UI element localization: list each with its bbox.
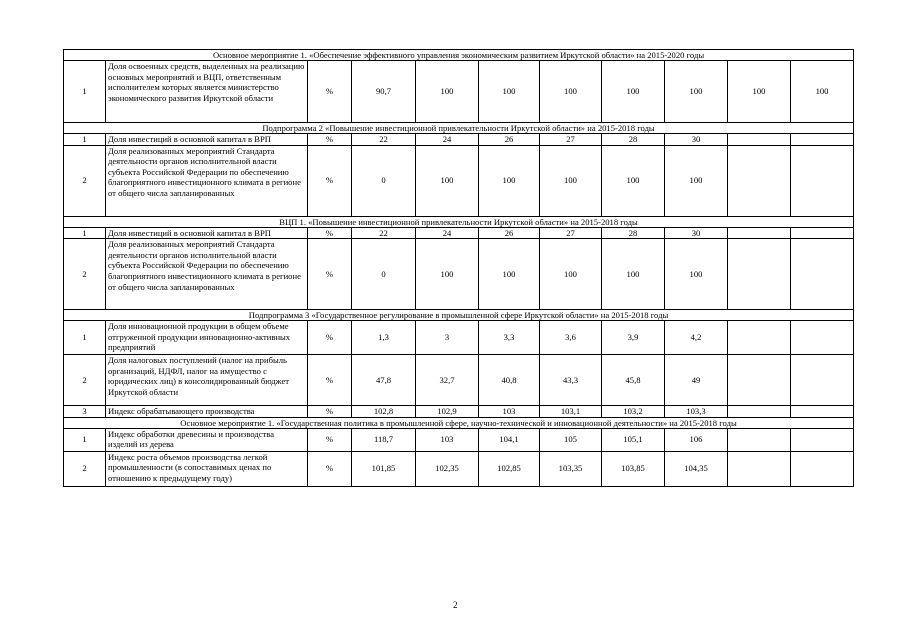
- row-number: 1: [64, 227, 106, 239]
- value-cell: 106: [665, 428, 728, 451]
- table-row: [64, 227, 854, 239]
- section-row: [64, 310, 854, 321]
- value-cell: [728, 227, 791, 239]
- row-number: 2: [64, 239, 106, 310]
- value-cell: [791, 321, 854, 355]
- value-cell: 40,8: [479, 355, 540, 406]
- unit-cell: %: [308, 406, 352, 418]
- value-cell: 1,3: [352, 321, 416, 355]
- unit-cell: %: [308, 451, 352, 486]
- value-cell: 100: [479, 239, 540, 310]
- value-cell: 102,8: [352, 406, 416, 418]
- indicators-table: [63, 49, 854, 487]
- value-cell: 102,85: [479, 451, 540, 486]
- value-cell: 24: [416, 134, 479, 146]
- value-cell: 100: [479, 145, 540, 216]
- value-cell: 30: [665, 227, 728, 239]
- section-row: [64, 50, 854, 61]
- value-cell: 102,9: [416, 406, 479, 418]
- table-row: [64, 321, 854, 355]
- value-cell: [728, 355, 791, 406]
- row-number: 1: [64, 61, 106, 123]
- row-number: 3: [64, 406, 106, 418]
- section-row: [64, 417, 854, 428]
- section-title: Основное мероприятие 1. «Государственная политика в промышленной сфере, научно-технической и инновационной деятельности» на 2015-2018 годы: [64, 417, 854, 428]
- row-number: 2: [64, 145, 106, 216]
- value-cell: [728, 239, 791, 310]
- value-cell: 24: [416, 227, 479, 239]
- value-cell: 22: [352, 227, 416, 239]
- indicator-name: Индекс роста объемов производства легкой промышленности (в сопоставимых ценах по отношению к предыдущему году): [106, 451, 308, 486]
- unit-cell: %: [308, 145, 352, 216]
- value-cell: [791, 451, 854, 486]
- value-cell: [728, 145, 791, 216]
- value-cell: 3,9: [602, 321, 665, 355]
- value-cell: 3: [416, 321, 479, 355]
- unit-cell: %: [308, 428, 352, 451]
- value-cell: 100: [479, 61, 540, 123]
- indicator-name: Доля реализованных мероприятий Стандарта деятельности органов исполнительной власти субъекта Российской Федерации по обеспечению благоприятного инвестиционного климата в регионе от общего числа запланированных: [106, 145, 308, 216]
- value-cell: 100: [416, 61, 479, 123]
- table-row: [64, 145, 854, 216]
- value-cell: 90,7: [352, 61, 416, 123]
- value-cell: [791, 134, 854, 146]
- value-cell: 4,2: [665, 321, 728, 355]
- unit-cell: %: [308, 227, 352, 239]
- indicator-name: Индекс обработки древесины и производства изделий из дерева: [106, 428, 308, 451]
- section-row: [64, 123, 854, 134]
- value-cell: 105,1: [602, 428, 665, 451]
- indicator-name: Доля налоговых поступлений (налог на прибыль организаций, НДФЛ, налог на имущество с юридических лиц) в консолидированный бюджет Иркутской области: [106, 355, 308, 406]
- value-cell: 100: [416, 239, 479, 310]
- value-cell: 103: [416, 428, 479, 451]
- table-row: [64, 451, 854, 486]
- unit-cell: %: [308, 239, 352, 310]
- table-row: [64, 428, 854, 451]
- value-cell: [791, 227, 854, 239]
- value-cell: 104,1: [479, 428, 540, 451]
- value-cell: 47,8: [352, 355, 416, 406]
- table-row: [64, 61, 854, 123]
- value-cell: [791, 406, 854, 418]
- value-cell: 100: [665, 145, 728, 216]
- value-cell: 103,85: [602, 451, 665, 486]
- value-cell: 45,8: [602, 355, 665, 406]
- section-title: Основное мероприятие 1. «Обеспечение эффективного управления экономическим развитием Иркутской области» на 2015-2020 годы: [64, 50, 854, 61]
- value-cell: 100: [540, 145, 602, 216]
- value-cell: 0: [352, 239, 416, 310]
- value-cell: [728, 134, 791, 146]
- value-cell: 101,85: [352, 451, 416, 486]
- section-title: ВЦП 1. «Повышение инвестиционной привлекательности Иркутской области» на 2015-2018 годы: [64, 216, 854, 227]
- unit-cell: %: [308, 321, 352, 355]
- value-cell: 43,3: [540, 355, 602, 406]
- value-cell: 103,2: [602, 406, 665, 418]
- unit-cell: %: [308, 134, 352, 146]
- value-cell: 3,6: [540, 321, 602, 355]
- section-title: Подпрограмма 2 «Повышение инвестиционной привлекательности Иркутской области» на 2015-2018 годы: [64, 123, 854, 134]
- value-cell: 100: [728, 61, 791, 123]
- value-cell: 103,1: [540, 406, 602, 418]
- value-cell: 100: [540, 61, 602, 123]
- section-title: Подпрограмма 3 «Государственное регулирование в промышленной сфере Иркутской области» на 2015-2018 годы: [64, 310, 854, 321]
- indicator-name: Доля инновационной продукции в общем объеме отгруженной продукции инновационно-активных предприятий: [106, 321, 308, 355]
- value-cell: 26: [479, 134, 540, 146]
- indicator-name: Доля инвестиций в основной капитал в ВРП: [106, 134, 308, 146]
- value-cell: [791, 355, 854, 406]
- value-cell: 100: [791, 61, 854, 123]
- value-cell: 102,35: [416, 451, 479, 486]
- value-cell: 103,35: [540, 451, 602, 486]
- value-cell: 3,3: [479, 321, 540, 355]
- value-cell: 103,3: [665, 406, 728, 418]
- value-cell: [728, 321, 791, 355]
- value-cell: [728, 406, 791, 418]
- value-cell: [791, 239, 854, 310]
- row-number: 1: [64, 428, 106, 451]
- row-number: 1: [64, 134, 106, 146]
- value-cell: 28: [602, 134, 665, 146]
- row-number: 1: [64, 321, 106, 355]
- value-cell: 28: [602, 227, 665, 239]
- value-cell: 104,35: [665, 451, 728, 486]
- indicator-name: Доля инвестиций в основной капитал в ВРП: [106, 227, 308, 239]
- value-cell: 100: [602, 145, 665, 216]
- page-number: 2: [453, 600, 458, 610]
- indicator-name: Индекс обрабатывающего производства: [106, 406, 308, 418]
- value-cell: [791, 428, 854, 451]
- row-number: 2: [64, 451, 106, 486]
- table-row: [64, 406, 854, 418]
- value-cell: 22: [352, 134, 416, 146]
- value-cell: 105: [540, 428, 602, 451]
- value-cell: 100: [665, 239, 728, 310]
- table-row: [64, 134, 854, 146]
- value-cell: [728, 451, 791, 486]
- value-cell: 0: [352, 145, 416, 216]
- section-row: [64, 216, 854, 227]
- table-row: [64, 355, 854, 406]
- value-cell: [728, 428, 791, 451]
- table-row: [64, 239, 854, 310]
- value-cell: 49: [665, 355, 728, 406]
- indicator-name: Доля реализованных мероприятий Стандарта деятельности органов исполнительной власти субъекта Российской Федерации по обеспечению благоприятного инвестиционного климата в регионе от общего числа запланированных: [106, 239, 308, 310]
- value-cell: 30: [665, 134, 728, 146]
- value-cell: 100: [602, 239, 665, 310]
- unit-cell: %: [308, 61, 352, 123]
- value-cell: 100: [540, 239, 602, 310]
- value-cell: 118,7: [352, 428, 416, 451]
- value-cell: [791, 145, 854, 216]
- value-cell: 27: [540, 134, 602, 146]
- value-cell: 26: [479, 227, 540, 239]
- value-cell: 103: [479, 406, 540, 418]
- value-cell: 100: [665, 61, 728, 123]
- value-cell: 100: [416, 145, 479, 216]
- value-cell: 100: [602, 61, 665, 123]
- indicator-name: Доля освоенных средств, выделенных на реализацию основных мероприятий и ВЦП, ответственным исполнителем которых является министерство экономического развития Иркутской области: [106, 61, 308, 123]
- value-cell: 27: [540, 227, 602, 239]
- row-number: 2: [64, 355, 106, 406]
- unit-cell: %: [308, 355, 352, 406]
- value-cell: 32,7: [416, 355, 479, 406]
